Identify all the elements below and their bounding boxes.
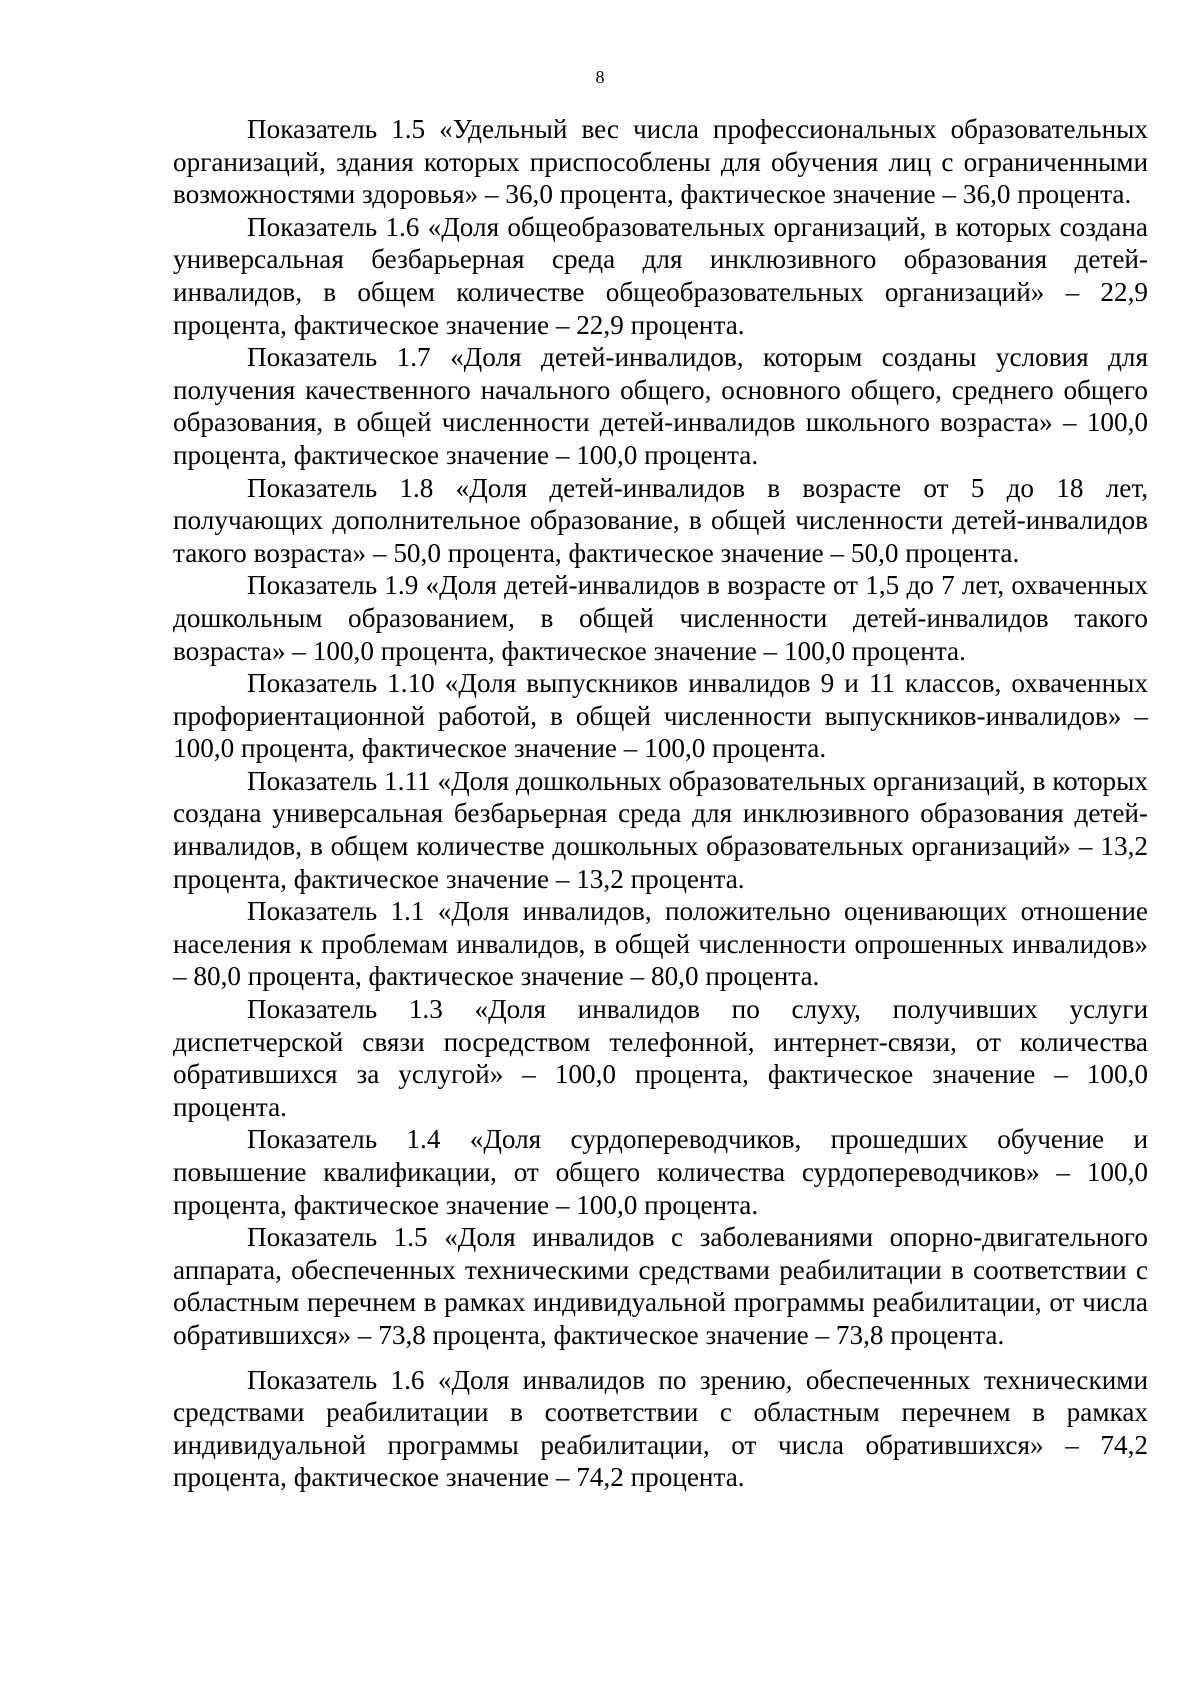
paragraph-indicator-1-6-general-education: Показатель 1.6 «Доля общеобразовательных организаций, в которых создана универсальная безбарьерная среда для инклюзивного образования детей-инвалидов, в общем количестве общеобразовательных организаций» – 22,9 процента, фактическое значение – 22,9 процента.: [173, 211, 1148, 340]
paragraph-indicator-1-10-career-guidance: Показатель 1.10 «Доля выпускников инвалидов 9 и 11 классов, охваченных профориентационной работой, в общей численности выпускников-инвалидов» – 100,0 процента, фактическое значение – 100,0 процента.: [173, 668, 1148, 764]
paragraph-indicator-1-7-school-conditions: Показатель 1.7 «Доля детей-инвалидов, которым созданы условия для получения качественного начального общего, основного общего, среднего общего образования, в общей численности детей-инвалидов школьного возраста» – 100,0 процента, фактическое значение – 100,0 процента.: [173, 342, 1148, 470]
paragraph-indicator-1-5-musculoskeletal: Показатель 1.5 «Доля инвалидов с заболеваниями опорно-двигательного аппарата, обеспеченных техническими средствами реабилитации в соответствии с областным перечнем в рамках индивидуальной программы реабилитации, от числа обратившихся» – 73,8 процента, фактическое значение – 73,8 процента.: [173, 1222, 1148, 1350]
page-number: 8: [595, 67, 605, 87]
paragraph-indicator-1-9-preschool: Показатель 1.9 «Доля детей-инвалидов в возрасте от 1,5 до 7 лет, охваченных дошкольным образованием, в общей численности детей-инвалидов такого возраста» – 100,0 процента, фактическое значение – 100,0 процента.: [173, 570, 1148, 666]
paragraph-indicator-1-3-dispatch-service: Показатель 1.3 «Доля инвалидов по слуху, получивших услуги диспетчерской связи посредством телефонной, интернет-связи, от количества обратившихся за услугой» – 100,0 процента, фактическое значение – 100,0 процента.: [173, 994, 1148, 1122]
paragraph-indicator-1-4-sign-interpreters: Показатель 1.4 «Доля сурдопереводчиков, прошедших обучение и повышение квалификации, от общего количества сурдопереводчиков» – 100,0 процента, фактическое значение – 100,0 процента.: [173, 1124, 1148, 1220]
paragraph-indicator-1-1-public-attitude: Показатель 1.1 «Доля инвалидов, положительно оценивающих отношение населения к проблемам инвалидов, в общей численности опрошенных инвалидов» – 80,0 процента, фактическое значение – 80,0 процента.: [173, 896, 1148, 992]
paragraph-indicator-1-5-vocational: Показатель 1.5 «Удельный вес числа профессиональных образовательных организаций, здания которых приспособлены для обучения лиц с ограниченными возможностями здоровья» – 36,0 процента, фактическое значение – 36,0 процента.: [173, 114, 1148, 210]
paragraph-indicator-1-8-additional-education: Показатель 1.8 «Доля детей-инвалидов в возрасте от 5 до 18 лет, получающих дополнительное образование, в общей численности детей-инвалидов такого возраста» – 50,0 процента, фактическое значение – 50,0 процента.: [173, 472, 1148, 568]
document-body: [173, 113, 1148, 1494]
paragraph-indicator-1-11-preschool-barrier-free: Показатель 1.11 «Доля дошкольных образовательных организаций, в которых создана универсальная безбарьерная среда для инклюзивного образования детей-инвалидов, в общем количестве дошкольных образовательных организаций» – 13,2 процента, фактическое значение – 13,2 процента.: [173, 765, 1148, 894]
paragraph-indicator-1-6-vision: Показатель 1.6 «Доля инвалидов по зрению, обеспеченных техническими средствами реабилитации в соответствии с областным перечнем в рамках индивидуальной программы реабилитации, от числа обратившихся» – 74,2 процента, фактическое значение – 74,2 процента.: [173, 1364, 1148, 1493]
